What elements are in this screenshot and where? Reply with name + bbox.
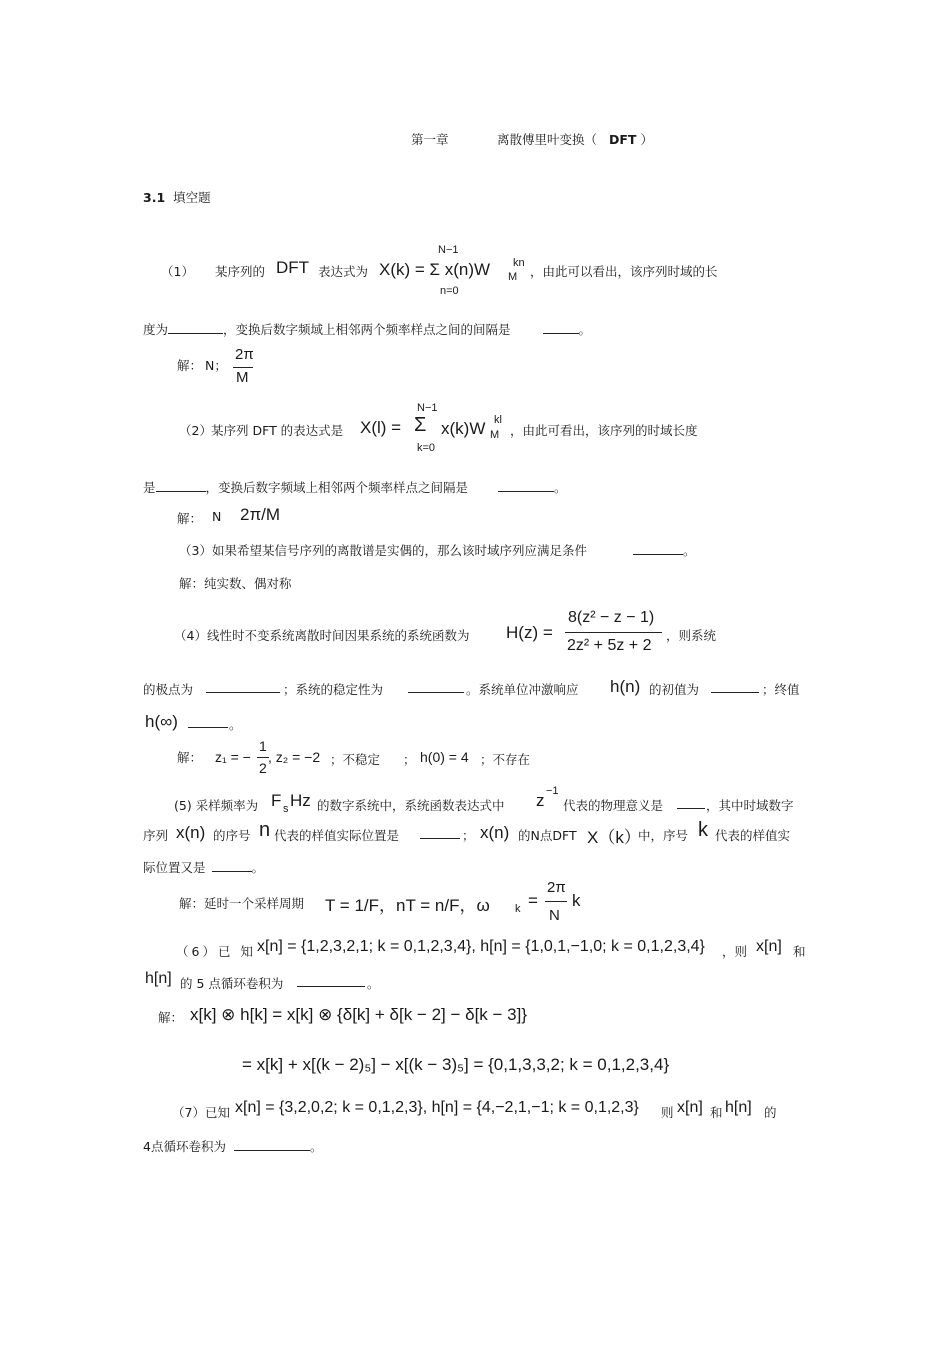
q7-line2-b: 。 [309,1139,323,1154]
q5-blank-2[interactable] [420,826,460,839]
q2-line2-a: 是 [143,480,156,495]
q1-text-a: 某序列的 [215,264,266,279]
q5-line2-f: 中，序号 [638,828,689,843]
q7-formula: x[n] = {3,2,0,2; k = 0,1,2,3}, h[n] = {4,−2,1,−1; k = 0,1,2,3} [235,1099,639,1116]
q7-text-c: 的 [764,1105,777,1120]
q2-blank-2[interactable] [498,479,554,492]
q2-number: （2） [179,423,212,438]
q3-text [179,541,695,559]
q4-answer-z1: z₁ = − [215,749,251,765]
q1-blank-1[interactable] [168,321,223,334]
q6-line2-a: h[n] [145,970,172,987]
q4-line2-e: ；终值 [762,682,800,697]
q5-xn: x(n) [176,823,206,842]
q2-line2-c: 。 [554,480,567,495]
q5-n: n [259,819,271,841]
q2-answer-label: 解： [177,511,203,526]
q1-text-c: ，由此可以看出，该序列时域的长 [530,264,718,279]
q1-sup: kn [513,257,525,269]
q6-line2-c: 。 [367,976,380,991]
q5-line2-d: ； [462,828,475,843]
q4-blank-final[interactable] [188,715,228,728]
q2-line2-b: ，变换后数字频域上相邻两个频率样点之间隔是 [205,480,469,495]
q1-sum-lower: n=0 [440,285,459,297]
q2-sum-lower: k=0 [417,442,436,454]
q4-line2-b: ；系统的稳定性为 [283,682,384,697]
q1-dft: DFT [276,258,310,277]
q5-answer-fraction-bar [545,901,567,902]
q5-answer-b-sub: k [515,903,521,915]
q4-answer-label: 解： [177,750,203,765]
q3-end: 。 [682,543,696,558]
q4-answer-frac-den: 2 [259,760,267,776]
q5-line2-g: 代表的样值实 [715,828,791,843]
q4-answer-rest-c: ；不存在 [480,752,531,767]
q1-number: （1） [161,264,194,279]
q5-line2-a: 序列 [143,828,169,843]
chapter-title-close: ） [640,132,653,147]
q1-answer-den: M [236,369,249,386]
section-label: 填空题 [173,190,211,205]
q2-answer-a: N [212,509,222,524]
q5-line2-e: 的N点DFT [518,828,577,843]
q5-line2-c: 代表的样值实际位置是 [274,828,400,843]
q1-formula: X(k) = Σ x(n)W [379,260,491,279]
q7-he: 和 [710,1105,723,1120]
q5-fs-sub: s [283,803,289,815]
q7-hn: h[n] [725,1099,752,1116]
q6-blank[interactable] [297,974,365,987]
q5-answer-eq: = [528,891,538,910]
q5-blank-3[interactable] [212,859,252,872]
q2-line2 [143,478,567,496]
q1-answer-label: 解： [177,358,203,373]
chapter-label: 第一章 [411,132,449,147]
q2-answer-b: 2π/M [240,505,281,524]
q4-line3-a: h(∞) [145,712,178,731]
q5-text-b: 的数字系统中，系统函数表达式中 [317,798,505,813]
q4-answer-rest-a: ；不稳定 [330,752,381,767]
q7-xn: x[n] [677,1099,703,1116]
q7-line2 [143,1137,322,1155]
q2-text-a: 某序列 DFT 的表达式是 [211,423,344,438]
q4-text-b: ，则系统 [666,628,717,643]
q3-blank[interactable] [633,542,683,555]
q5-line2-b: 的序号 [213,828,251,843]
q5-k: k [698,819,708,841]
q6-answer-label: 解： [158,1010,184,1025]
q1-blank-2[interactable] [543,321,579,334]
chapter-title [497,130,653,148]
q2-sigma: Σ [414,414,427,436]
chapter-title-abbr: DFT [609,132,637,147]
q1-line2-c: 。 [578,322,592,337]
q4-hn: h(n) [610,677,641,696]
q1-sum-upper: N−1 [438,244,459,256]
q7-blank[interactable] [234,1138,310,1151]
q2-sum-upper: N−1 [417,402,438,414]
q2-sub: M [490,429,500,441]
q2-text-b: ，由此可看出，该序列的时域长度 [510,423,698,438]
q5-line3 [143,858,264,876]
section-number: 3.1 [143,190,166,205]
q7-text-b: 则 [661,1105,674,1120]
q6-text-a: （6）已 知 [176,944,256,959]
section-heading [143,188,211,206]
q4-blank-initial[interactable] [711,680,759,693]
q4-line3-b: 。 [229,717,242,732]
q1-line2-b: ，变换后数字频域上相邻两个频率样点之间的间隔是 [223,322,511,337]
q5-line3-a: 际位置又是 [143,860,206,875]
q2-blank-1[interactable] [156,479,206,492]
q5-answer-k: k [572,891,581,910]
q7-line2-a: 4点循环卷积为 [143,1139,226,1154]
q4-numerator: 8(z² − z − 1) [568,609,655,626]
q5-z-sup: −1 [546,785,559,797]
q4-line2-c: 。系统单位冲激响应 [466,682,579,697]
q4-fraction-bar [565,632,662,633]
q1-answer-a: N； [205,358,227,373]
q3-text-content: （3）如果希望某信号序列的离散谱是实偶的，那么该时域序列应满足条件 [179,543,587,558]
chapter-title-text: 离散傅里叶变换（ [497,132,598,147]
q5-answer-a: 解：延时一个采样周期 [179,896,305,911]
q1-line2-a: 度为 [143,322,169,337]
q4-text-a: （4）线性时不变系统离散时间因果系统的系统函数为 [174,628,470,643]
q5-xk: X（k） [587,828,641,847]
q6-xn: x[n] [756,938,782,955]
q5-fs: F [271,791,282,810]
q1-sub: M [508,271,518,283]
q5-line3-b: 。 [251,860,265,875]
q2-sup: kl [494,414,502,426]
q4-denominator: 2z² + 5z + 2 [567,637,652,654]
q5-blank-1[interactable] [677,796,705,809]
q7-text-a: （7）已知 [172,1105,230,1120]
q5-hz: Hz [290,791,311,810]
q5-text-d: ，其中时域数字 [706,798,794,813]
q5-answer-frac-num: 2π [547,879,566,896]
q4-answer-frac-num: 1 [259,738,267,754]
q6-formula: x[n] = {1,2,3,2,1; k = 0,1,2,3,4}, h[n] = {1,0,1,−1,0; k = 0,1,2,3,4} [257,938,705,955]
q5-text-a: (5) 采样频率为 [174,798,259,813]
q6-text-b: ，则 [722,944,748,959]
q2-formula-b: x(k)W [441,419,486,438]
q5-answer-frac-den: N [549,907,560,924]
q5-text-c: 代表的物理意义是 [563,798,664,813]
q6-line2-b: 的 5 点循环卷积为 [180,976,284,991]
q1-answer-fraction-bar [233,367,253,368]
q5-z: z [536,791,545,810]
q1-text-b: 表达式为 [318,264,369,279]
q6-text-c: 和 [793,944,806,959]
q1-answer-num: 2π [235,346,254,363]
q4-answer-rest-b: ； [403,752,416,767]
q4-line2-a: 的极点为 [143,682,194,697]
q4-answer-h0: h(0) = 4 [420,749,469,765]
q1-line2 [143,320,591,338]
q6-answer-line2: = x[k] + x[(k − 2)₅] − x[(k − 3)₅] = {0,1,3,3,2; k = 0,1,2,3,4} [242,1055,670,1074]
q2-formula-a: X(l) = [360,418,402,437]
q5-answer-b: T = 1/F，nT = n/F，ω [325,896,490,915]
q4-blank-stability[interactable] [408,680,464,693]
q4-line2-d: 的初值为 [649,682,700,697]
q6-answer-line1: x[k] ⊗ h[k] = x[k] ⊗ {δ[k] + δ[k − 2] − δ[k − 3]} [190,1005,528,1024]
q4-answer-z2: , z₂ = −2 [268,749,321,765]
q4-blank-poles[interactable] [206,680,280,693]
q3-answer: 解：纯实数、偶对称 [179,576,292,591]
q5-xn2: x(n) [480,823,510,842]
q4-lhs: H(z) = [506,623,553,642]
